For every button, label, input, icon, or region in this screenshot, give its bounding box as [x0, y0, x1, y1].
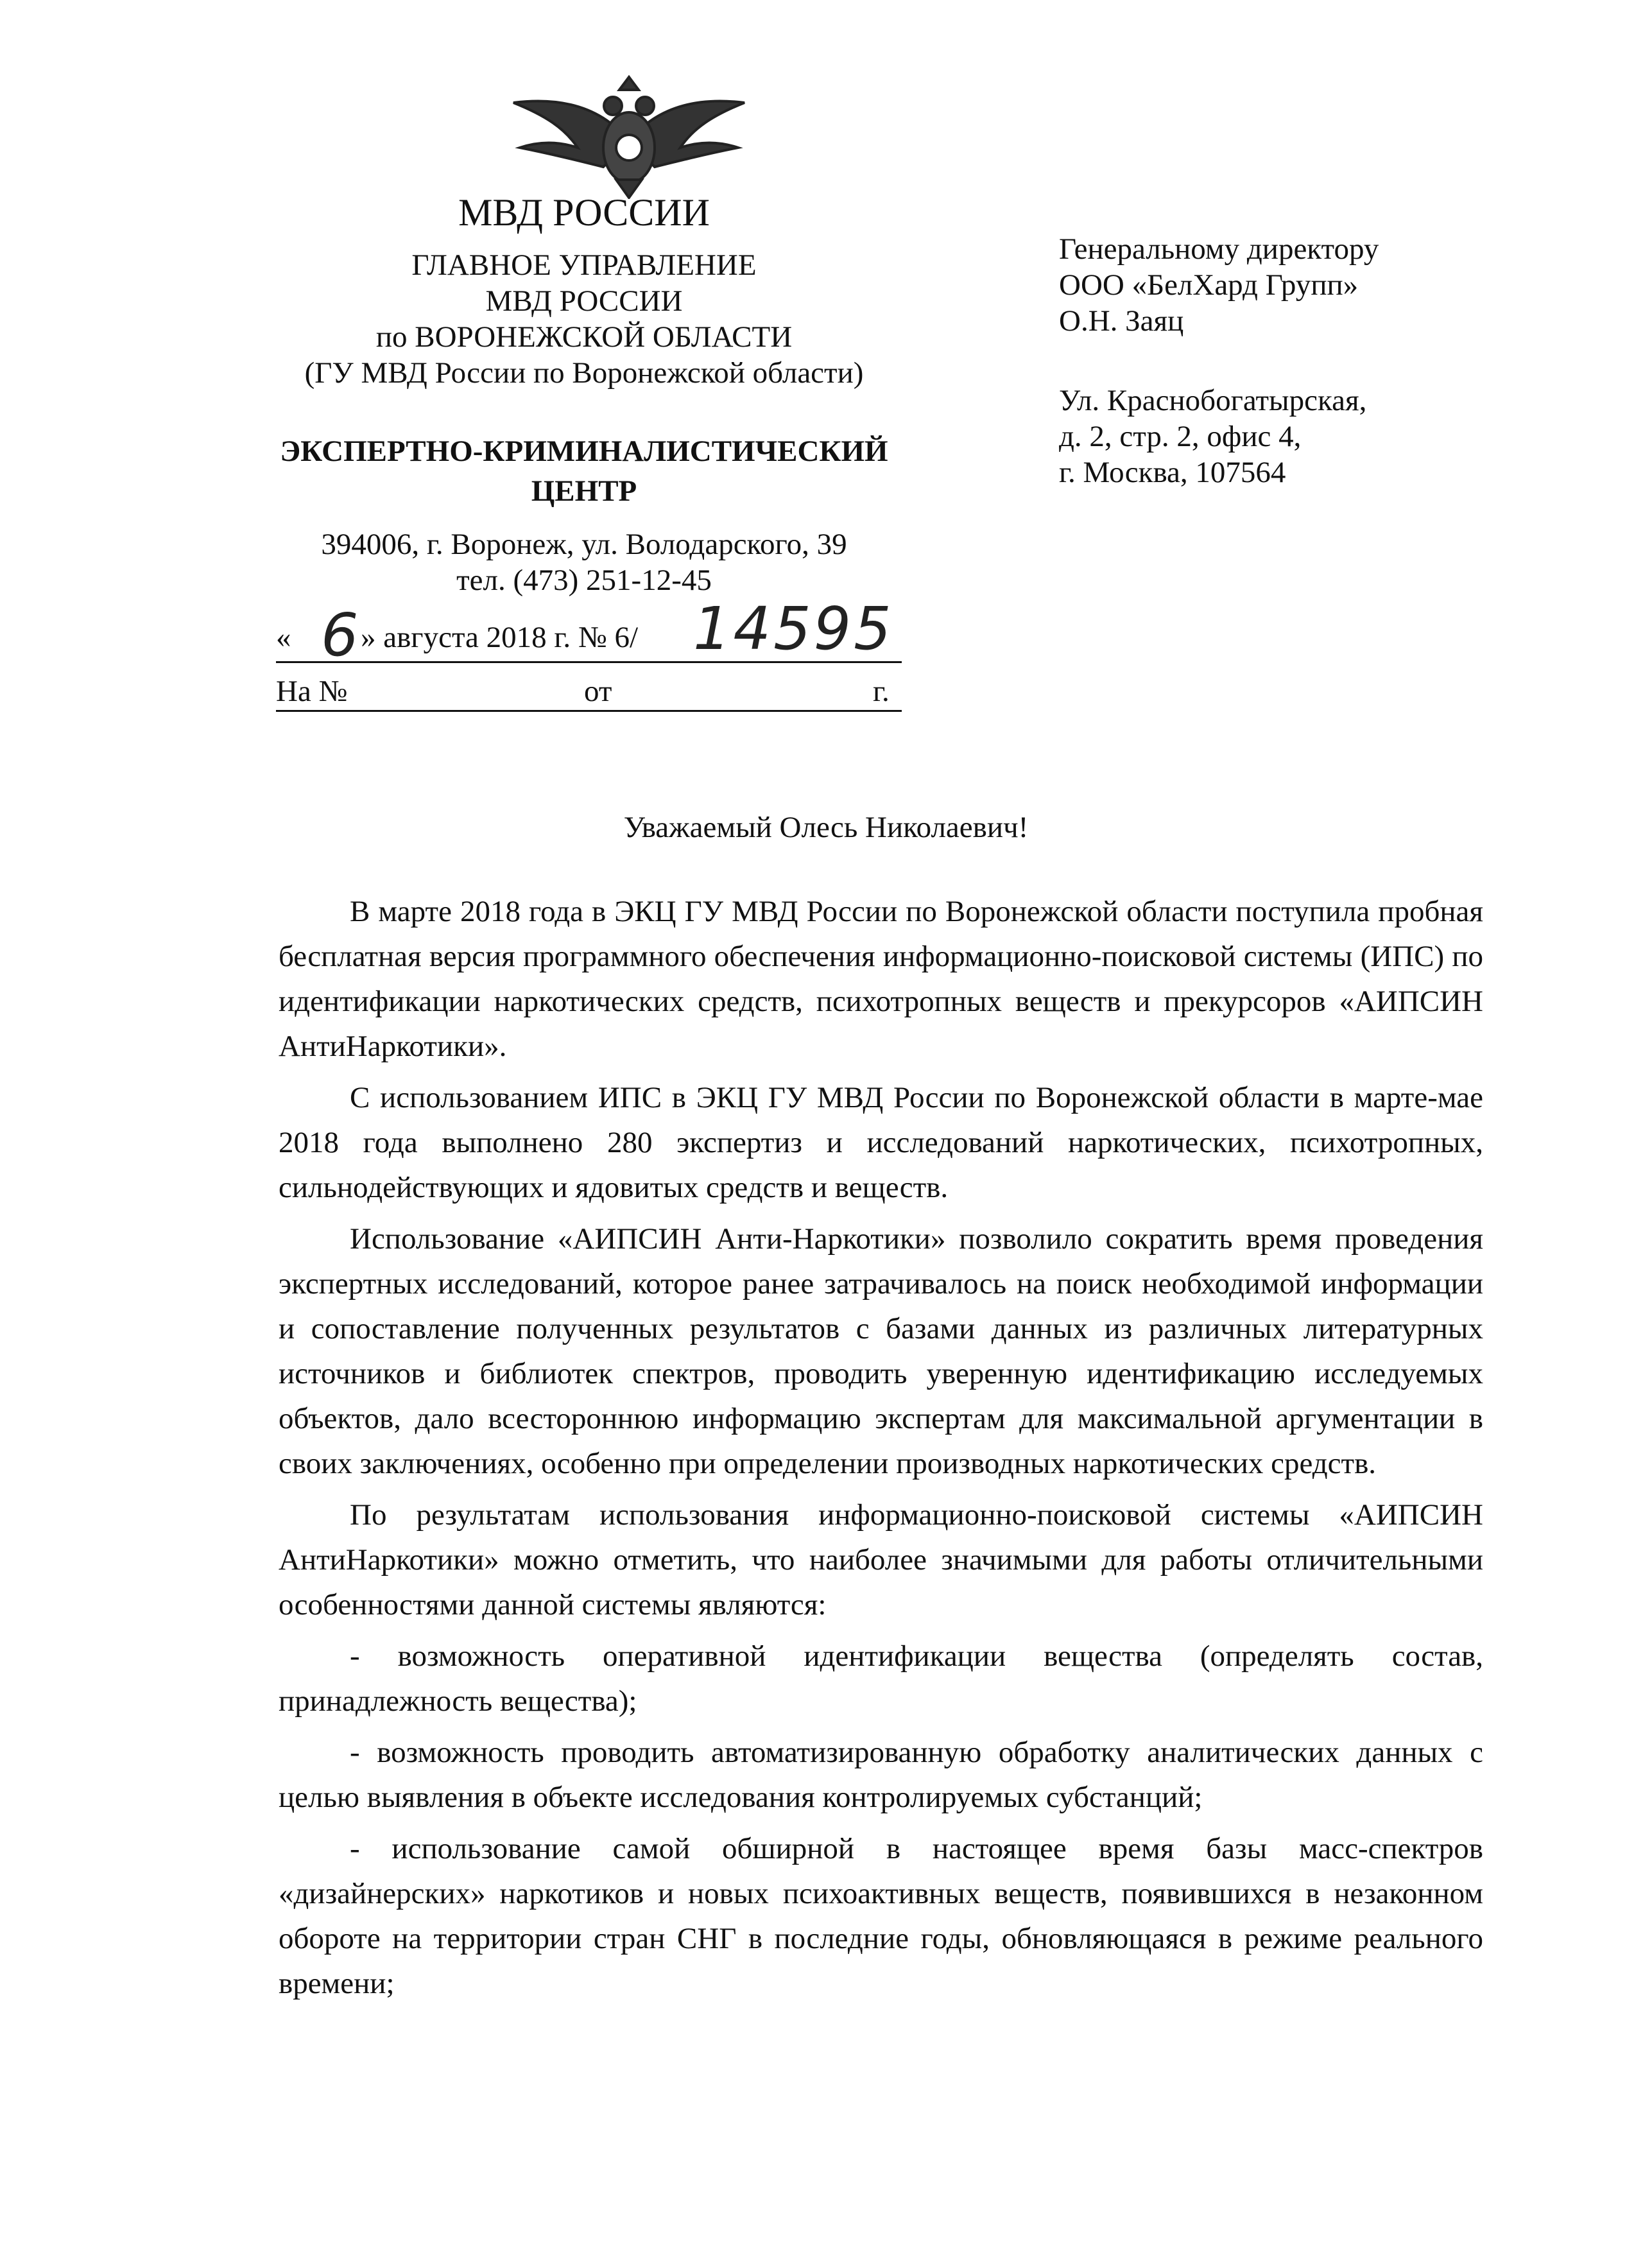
body-list-item: - использование самой обширной в настоящее время базы масс-спектров «дизайнерских» наркотиков и новых психоактивных веществ, появившихся в незаконном обороте на территории стран СНГ в последние годы, обновляющаяся в режиме реального времени; [279, 1832, 1483, 2000]
body-list-item: - возможность оперативной идентификации вещества (определять состав, принадлежность вещества); [279, 1639, 1483, 1718]
department-name: ГЛАВНОЕ УПРАВЛЕНИЕ МВД РОССИИ по ВОРОНЕЖСКОЙ ОБЛАСТИ (ГУ МВД России по Воронежской области) [304, 248, 864, 390]
date-text: » августа 2018 г. № 6/ [361, 621, 639, 654]
sender-address: 394006, г. Воронеж, ул. Володарского, 39 тел. (473) 251-12-45 [321, 528, 847, 597]
body-list-item: - возможность проводить автоматизированную обработку аналитических данных с целью выявления в объекте исследования контролируемых субстанций; [279, 1736, 1483, 1814]
date-number-line [276, 594, 902, 670]
letter-body [279, 889, 1483, 2012]
body-paragraph: В марте 2018 года в ЭКЦ ГУ МВД России по Воронежской области поступила пробная бесплатная версия программного обеспечения информационно-поисковой системы (ИПС) по идентификации наркотических средств, психотропных веществ и прекурсоров «АИПСИН АнтиНаркотики». [279, 895, 1483, 1063]
body-paragraph: Использование «АИПСИН Анти-Наркотики» позволило сократить время проведения экспертных исследований, которое ранее затрачивалось на поиск необходимой информации и сопоставление полученных результатов с базами данных из различных литературных источников и библиотек спектров, проводить уверенную идентификацию исследуемых объектов, дало всестороннюю информацию экспертам для максимальной аргументации в своих заключениях, особенно при определении производных наркотических средств. [279, 1222, 1483, 1480]
recipient-block: Генеральному директору ООО «БелХард Групп» О.Н. Заяц Ул. Краснобогатырская, д. 2, стр. 2, офис 4, г. Москва, 107564 [1059, 232, 1379, 489]
ministry-name: МВД РОССИИ [458, 191, 710, 234]
handwritten-day: 6 [321, 601, 361, 670]
reply-number-label: На № [276, 675, 348, 708]
date-open-quote: « [276, 621, 291, 654]
salutation: Уважаемый Олесь Николаевич! [623, 811, 1029, 844]
handwritten-outgoing-number: 14595 [693, 594, 894, 663]
reply-year-suffix: г. [873, 675, 890, 708]
reply-reference-line [276, 674, 902, 712]
expert-center-name: ЭКСПЕРТНО-КРИМИНАЛИСТИЧЕСКИЙ ЦЕНТР [280, 435, 888, 508]
reply-from-label: от [584, 675, 612, 708]
body-paragraph: По результатам использования информационно-поисковой системы «АИПСИН АнтиНаркотики» можно отметить, что наиболее значимыми для работы отличительными особенностями данной системы являются: [279, 1498, 1483, 1621]
body-paragraph: С использованием ИПС в ЭКЦ ГУ МВД России по Воронежской области в марте-мае 2018 года выполнено 280 экспертиз и исследований наркотических, психотропных, сильнодействующих и ядовитых средств и веществ. [279, 1081, 1483, 1204]
eagle-emblem-icon [507, 71, 751, 199]
